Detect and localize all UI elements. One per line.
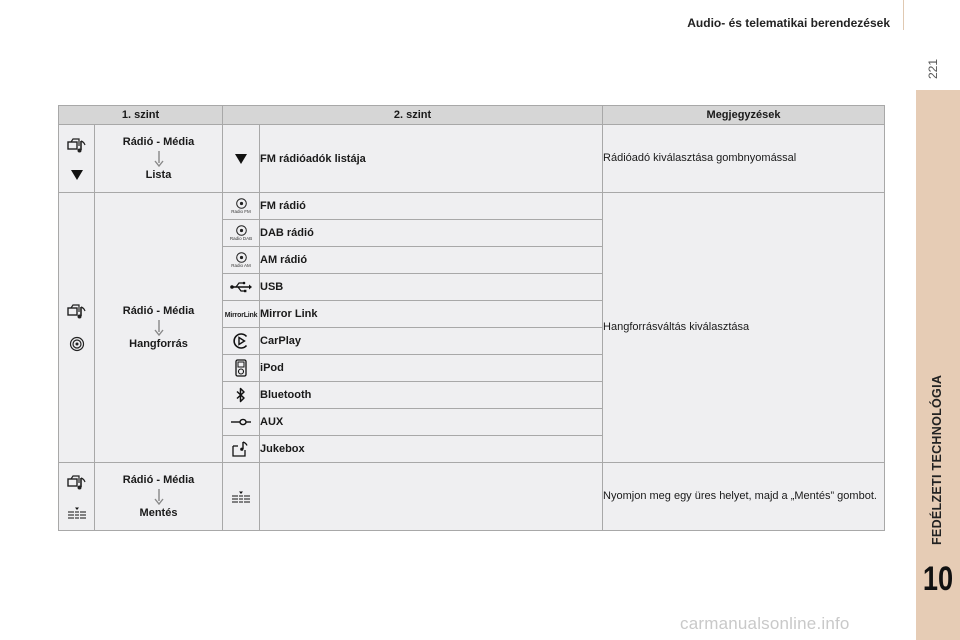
level1-label-cell	[95, 193, 223, 463]
level1-icon-cell	[59, 193, 95, 463]
level2-icon-cell	[223, 355, 260, 382]
arrow-down-icon	[154, 489, 164, 505]
column-header-notes: Megjegyzések	[603, 106, 885, 125]
note-cell: Hangforrásváltás kiválasztása	[603, 193, 885, 463]
level2-icon-cell	[223, 463, 260, 531]
level1-icon-cell	[59, 125, 95, 193]
level2-icon-cell	[223, 301, 260, 328]
level2-icon-cell	[223, 220, 260, 247]
level2-icon-cell	[223, 328, 260, 355]
table-header-row	[59, 106, 885, 125]
level2-label: FM rádió	[260, 193, 603, 220]
aux-icon	[231, 418, 251, 426]
chapter-side-tab	[916, 90, 960, 640]
save-presets-icon	[231, 491, 251, 503]
level1-subtitle: Lista	[145, 168, 172, 181]
triangle-down-icon	[71, 170, 83, 180]
column-header-level1: 1. szint	[59, 106, 223, 125]
save-presets-icon	[67, 507, 87, 519]
level2-label: Bluetooth	[260, 382, 603, 409]
column-header-level2: 2. szint	[223, 106, 603, 125]
level1-label-cell	[95, 125, 223, 193]
level2-label: AM rádió	[260, 247, 603, 274]
radio-dab-icon	[230, 225, 252, 241]
chapter-tab-label: FEDÉLZETI TECHNOLÓGIA	[930, 374, 944, 545]
level2-label: CarPlay	[260, 328, 603, 355]
level1-title: Rádió - Média	[122, 304, 195, 317]
page-number: 221	[926, 58, 940, 80]
level2-label: USB	[260, 274, 603, 301]
level2-label: AUX	[260, 409, 603, 436]
radio-am-icon	[231, 252, 251, 268]
level1-icon-cell	[59, 463, 95, 531]
level1-subtitle: Hangforrás	[129, 337, 188, 350]
radio-fm-icon	[231, 198, 251, 214]
table-row	[59, 463, 885, 531]
bluetooth-icon	[236, 387, 246, 403]
chapter-number: 10	[922, 560, 954, 598]
arrow-down-icon	[154, 320, 164, 336]
level2-label: DAB rádió	[260, 220, 603, 247]
level2-icon-cell	[223, 247, 260, 274]
menu-table	[58, 105, 885, 531]
level2-icon-cell	[223, 193, 260, 220]
level1-title: Rádió - Média	[122, 135, 195, 148]
ipod-icon	[235, 359, 247, 377]
level1-label-cell	[95, 463, 223, 531]
note-cell: Rádióadó kiválasztása gombnyomással	[603, 125, 885, 193]
usb-icon	[230, 281, 252, 293]
page-header-title: Audio- és telematikai berendezések	[687, 16, 890, 30]
level2-label	[260, 463, 603, 531]
level2-icon-cell	[223, 125, 260, 193]
jukebox-icon	[232, 441, 250, 457]
table-row	[59, 125, 885, 193]
media-note-icon	[67, 138, 87, 154]
source-icon	[69, 336, 85, 352]
level2-label: Jukebox	[260, 436, 603, 463]
radio-dab-caption: Radio DAB	[229, 236, 253, 241]
site-watermark: carmanualsonline.info	[680, 614, 850, 633]
level2-label: FM rádióadók listája	[260, 125, 603, 193]
arrow-down-icon	[154, 151, 164, 167]
media-note-icon	[67, 304, 87, 320]
carplay-icon	[232, 332, 250, 350]
level2-icon-cell	[223, 382, 260, 409]
header-divider	[903, 0, 904, 30]
radio-am-caption: Radio AM	[231, 263, 251, 268]
level2-icon-cell	[223, 274, 260, 301]
triangle-down-icon	[235, 154, 247, 164]
radio-fm-caption: Radio FM	[231, 209, 251, 214]
level1-title: Rádió - Média	[122, 473, 195, 486]
media-note-icon	[67, 475, 87, 491]
level2-icon-cell	[223, 409, 260, 436]
level2-label: iPod	[260, 355, 603, 382]
level2-label: Mirror Link	[260, 301, 603, 328]
mirrorlink-icon: MirrorLink	[224, 312, 258, 319]
level1-subtitle: Mentés	[139, 506, 178, 519]
note-cell: Nyomjon meg egy üres helyet, majd a „Mentés” gombot.	[603, 463, 885, 531]
table-row	[59, 193, 885, 220]
level2-icon-cell	[223, 436, 260, 463]
